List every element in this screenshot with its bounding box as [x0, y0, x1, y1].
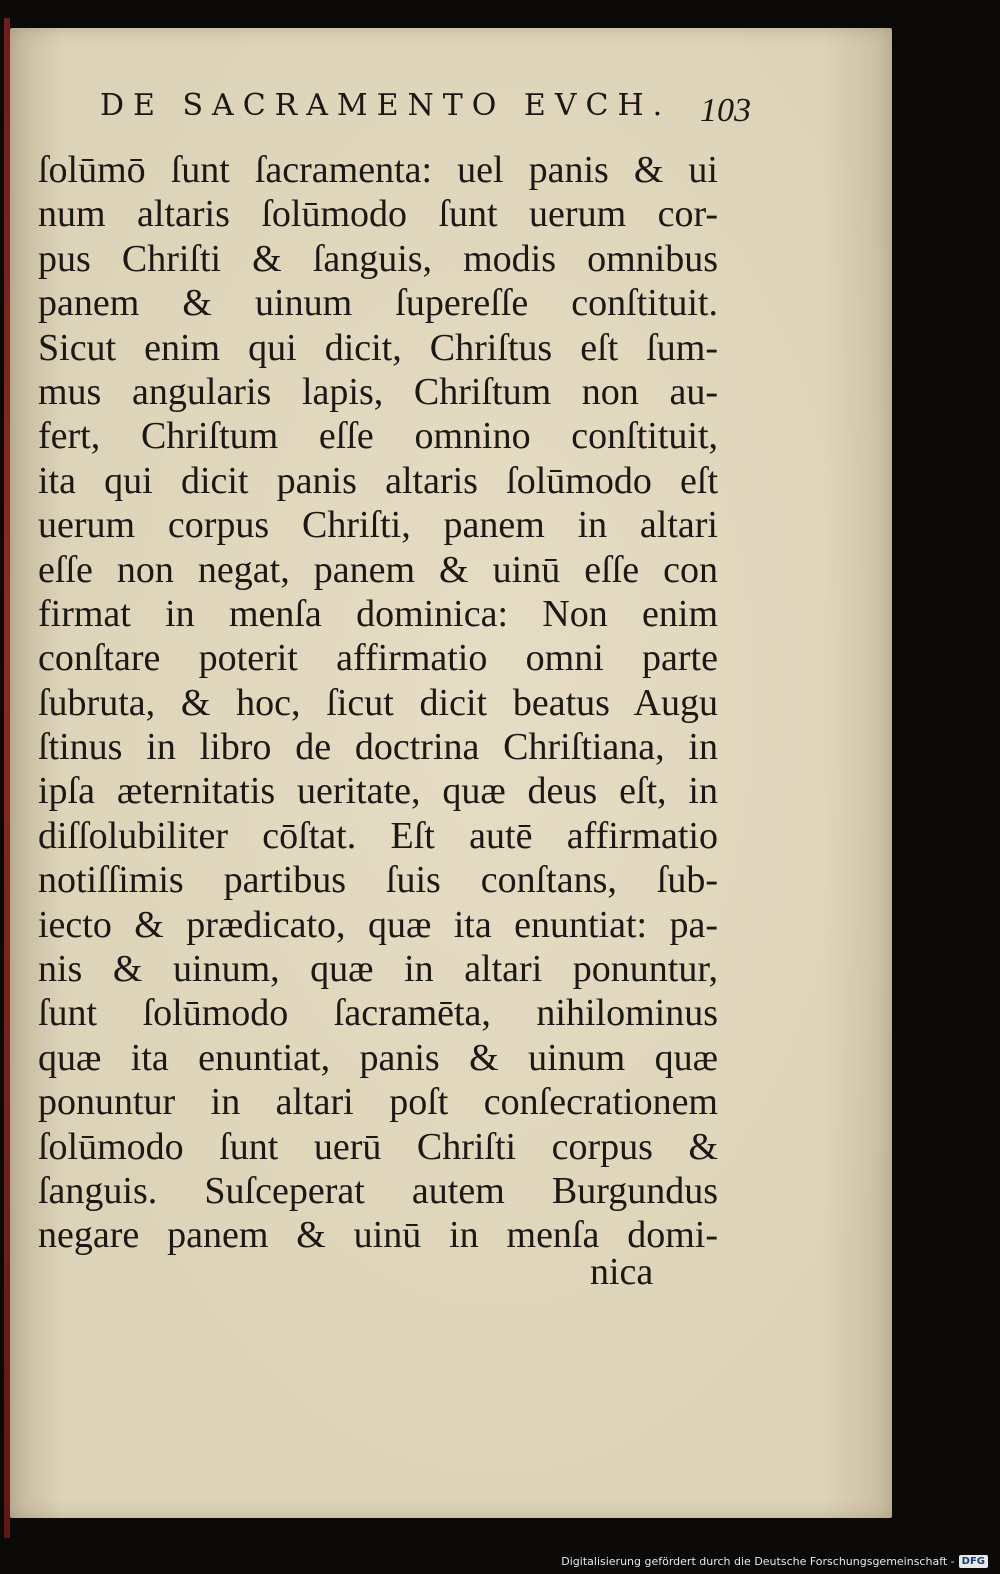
text-line: pus Chriſti & ſanguis, modis omnibus — [38, 237, 718, 280]
text-block — [38, 148, 718, 1258]
text-line: ſolūmō ſunt ſacramenta: uel panis & ui — [38, 149, 718, 191]
text-line: ponuntur in altari poſt conſecrationem — [38, 1081, 718, 1124]
page-number: 103 — [700, 92, 751, 129]
text-line: conſtare poterit affirmatio omni parte — [38, 637, 718, 680]
text-line: ſanguis. Suſceperat autem Burgundus — [38, 1169, 718, 1212]
text-line: uerum corpus Chriſti, panem in altari — [38, 504, 718, 547]
text-line: ipſa æternitatis ueritate, quæ deus eſt, in — [38, 770, 718, 813]
text-line: ſubruta, & hoc, ſicut dicit beatus Augu — [38, 681, 718, 724]
text-line: firmat in menſa dominica: Non enim — [38, 592, 718, 635]
catchword: nica — [590, 1251, 654, 1293]
text-line: ſunt ſolūmodo ſacramēta, nihilominus — [38, 992, 718, 1035]
digitization-credit — [561, 1555, 988, 1568]
text-line: ſtinus in libro de doctrina Chriſtiana, in — [38, 726, 718, 769]
dfg-logo-icon: DFG — [959, 1555, 988, 1568]
text-line: panem & uinum ſupereſſe conſtituit. — [38, 282, 718, 325]
text-line: Sicut enim qui dicit, Chriſtus eſt ſum- — [38, 326, 718, 369]
text-line: negare panem & uinū in menſa domi- — [38, 1214, 718, 1257]
credit-text: Digitalisierung gefördert durch die Deutsche Forschungsgemeinschaft - — [561, 1555, 955, 1568]
text-line: ita qui dicit panis altaris ſolūmodo eſt — [38, 459, 718, 502]
text-line: notiſſimis partibus ſuis conſtans, ſub- — [38, 859, 718, 902]
running-head: DE SACRAMENTO EVCH. — [100, 88, 672, 123]
book-page — [10, 28, 892, 1518]
text-line: nis & uinum, quæ in altari ponuntur, — [38, 948, 718, 991]
text-line: iecto & prædicato, quæ ita enuntiat: pa- — [38, 903, 718, 946]
text-line: fert, Chriſtum eſſe omnino conſtituit, — [38, 415, 718, 458]
text-line: ſolūmodo ſunt uerū Chriſti corpus & — [38, 1125, 718, 1168]
text-line: quæ ita enuntiat, panis & uinum quæ — [38, 1036, 718, 1079]
text-line: eſſe non negat, panem & uinū eſſe con — [38, 548, 718, 591]
text-line: mus angularis lapis, Chriſtum non au- — [38, 370, 718, 413]
text-line: diſſolubiliter cōſtat. Eſt autē affirmatio — [38, 814, 718, 857]
text-line: num altaris ſolūmodo ſunt uerum cor- — [38, 193, 718, 236]
